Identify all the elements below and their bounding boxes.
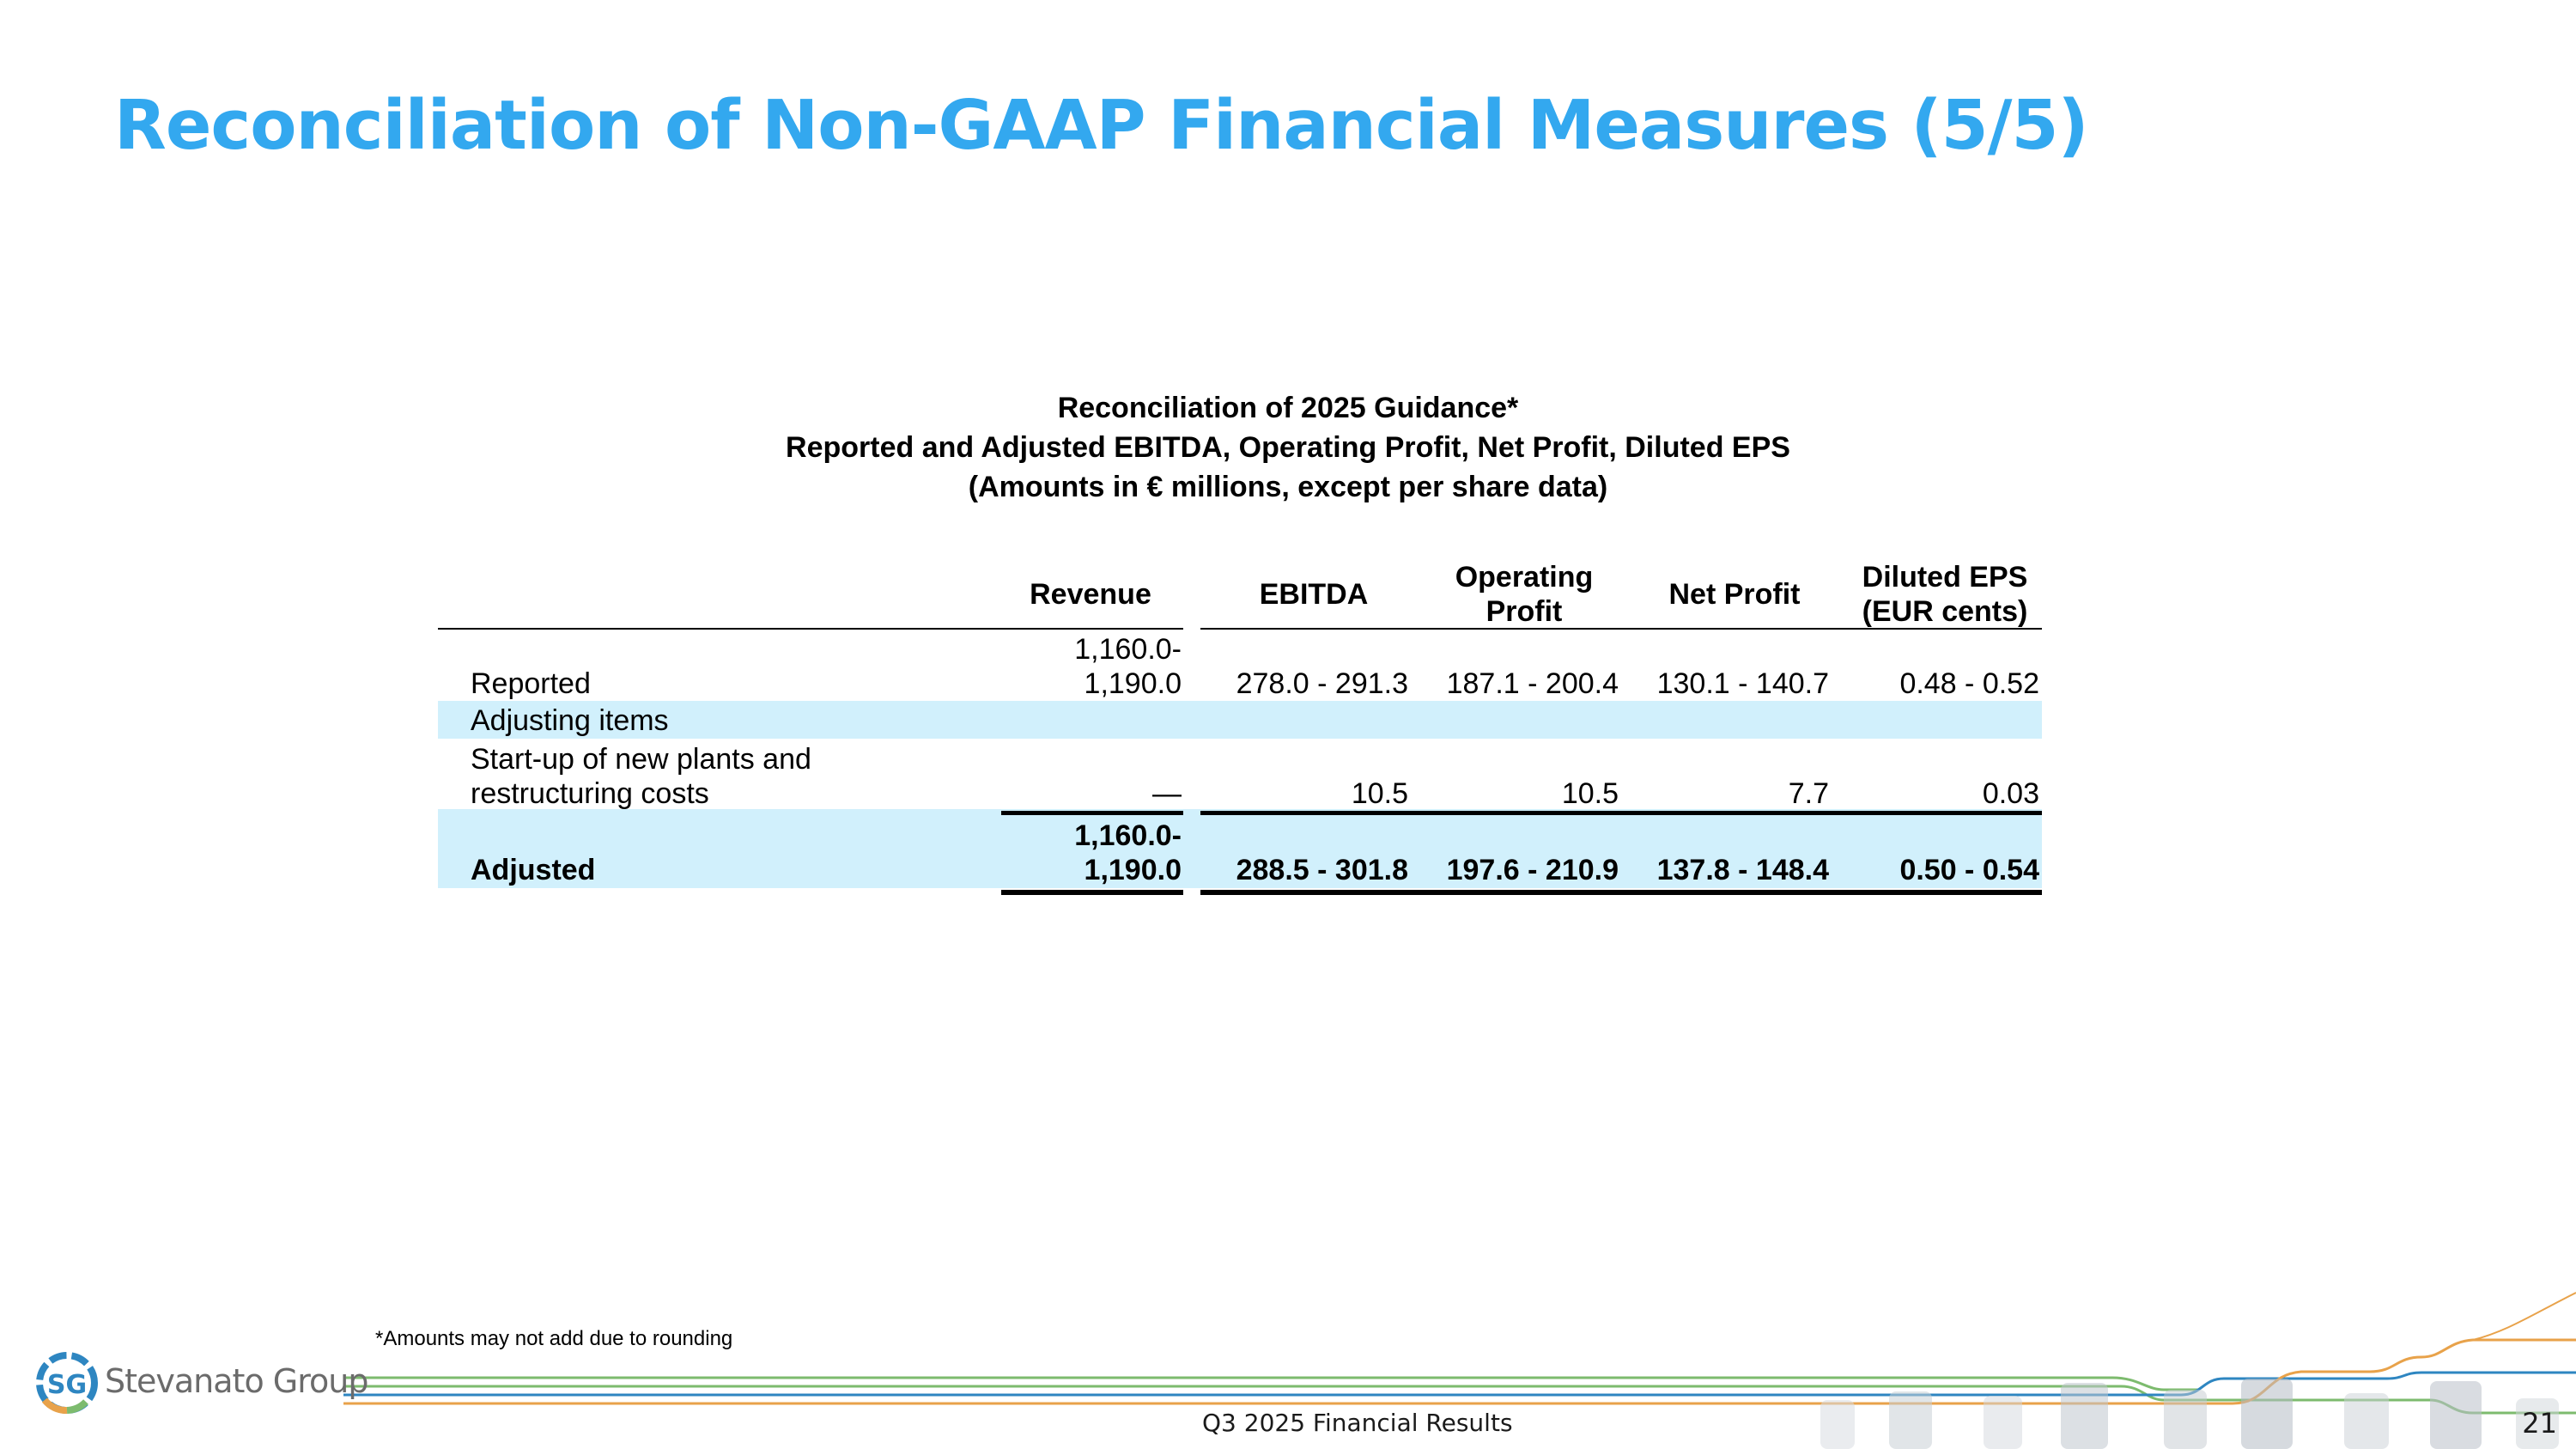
table-heading-line-2: Reported and Adjusted EBITDA, Operating Profit, Net Profit, Diluted EPS	[786, 431, 1790, 464]
adjusted-revenue: 1,160.0- 1,190.0	[1074, 819, 1182, 886]
reported-diluted-eps: 0.48 - 0.52	[1899, 667, 2039, 700]
table-heading-line-1: Reconciliation of 2025 Guidance*	[1057, 392, 1519, 424]
table-heading-line-3: (Amounts in € millions, except per share data)	[968, 471, 1608, 503]
start-up-operating-profit: 10.5	[1561, 777, 1619, 810]
column-header-operating-profit: Operating Profit	[1455, 561, 1594, 628]
start-up-revenue: —	[1152, 777, 1182, 810]
row-label-adjusted: Adjusted	[471, 854, 596, 886]
stevanato-logo-icon	[33, 1349, 101, 1417]
row-label-reported: Reported	[471, 667, 591, 700]
vials-background-image	[1760, 1374, 2576, 1449]
row-label-start-up-costs: Start-up of new plants and restructuring costs	[471, 743, 811, 810]
logo-letters: SG	[46, 1370, 88, 1400]
start-up-diluted-eps: 0.03	[1982, 777, 2039, 810]
footnote: *Amounts may not add due to rounding	[375, 1327, 733, 1350]
start-up-ebitda: 10.5	[1351, 777, 1408, 810]
header-underline-label	[438, 628, 1183, 630]
adjusted-net-profit: 137.8 - 148.4	[1656, 854, 1829, 886]
adjusted-diluted-eps: 0.50 - 0.54	[1899, 854, 2039, 886]
column-header-revenue: Revenue	[1030, 578, 1151, 611]
column-header-ebitda: EBITDA	[1259, 578, 1369, 611]
row-label-adjusting-items: Adjusting items	[471, 704, 669, 737]
subtotal-line-values	[1200, 811, 2042, 815]
slide-title: Reconciliation of Non-GAAP Financial Measures (5/5)	[114, 86, 2088, 165]
adjusted-ebitda: 288.5 - 301.8	[1236, 854, 1408, 886]
adjusting-items-band	[438, 701, 2042, 739]
page-number: 21	[2522, 1407, 2557, 1440]
total-line-revenue	[1001, 890, 1183, 895]
reported-revenue: 1,160.0- 1,190.0	[1074, 633, 1182, 700]
total-line-values	[1200, 890, 2042, 895]
start-up-net-profit: 7.7	[1788, 777, 1829, 810]
subtotal-line-revenue	[1001, 811, 1183, 815]
logo-text: Stevanato Group	[105, 1362, 368, 1400]
table-heading	[429, 388, 2147, 507]
adjusted-operating-profit: 197.6 - 210.9	[1446, 854, 1619, 886]
reported-operating-profit: 187.1 - 200.4	[1446, 667, 1619, 700]
reported-net-profit: 130.1 - 140.7	[1656, 667, 1829, 700]
reported-ebitda: 278.0 - 291.3	[1236, 667, 1408, 700]
column-header-net-profit: Net Profit	[1668, 578, 1801, 611]
footer-text: Q3 2025 Financial Results	[1202, 1409, 1513, 1437]
column-header-diluted-eps: Diluted EPS (EUR cents)	[1862, 561, 2028, 628]
